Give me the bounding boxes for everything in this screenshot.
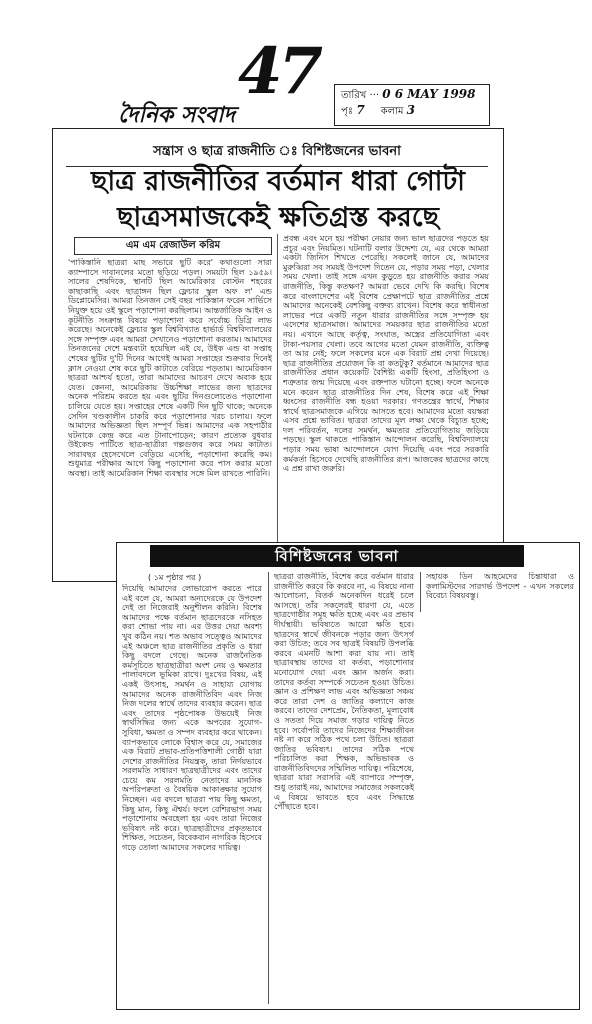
column-divider <box>277 234 278 576</box>
handwritten-archive-number: 47 <box>238 34 320 109</box>
page-label: পৃঃ <box>341 106 354 117</box>
continuation-page-note: ( ১ম পৃষ্ঠার পর ) <box>148 573 202 582</box>
continuation-column-2: ছাত্ররা রাজনীতি, বিশেষ করে বর্তমান ধারার রাজনীতি করবে কি করবে না, এ বিষয়ে নানা আলোচনা, বিতর্ক অনেকদিন ধরেই চলে আসছে। তাঁর সকলেরই ধারণা যে, এতে ছাত্রগোষ্ঠীর সমূহ ক্ষতি হচ্ছে এবং এর প্রভাব দীর্ঘস্থায়ী। ভবিষ্যতে আরো ক্ষতি হবে। ছাত্রদের স্বার্থে জীবনকে পড়ার জন্য উৎসর্গ করা উচিত; তবে সব ছাত্রই বিষয়টি উপলব্ধি করবে এমনটি আশা করা যায় না। তাই ছাত্রাবস্থায় তাদের যা কর্তব্য, পড়াশোনার মনোযোগ দেয়া এবং জ্ঞান অর্জন করা। তাদের কর্তব্য সম্পর্কে সচেতন হওয়া উচিত। জ্ঞান ও প্রশিক্ষণ লাভ এবং অভিজ্ঞতা সঞ্চয় করে তারা দেশ ও জাতির কল্যাণে কাজ করবে। তাদের দেশপ্রেম, নৈতিকতা, মূল্যবোধ ও সততা দিয়ে সমাজ গড়ার দায়িত্ব নিতে হবে। সর্বোপরি তাদের নিজেদের শিক্ষাজীবন নষ্ট না করে সঠিক পথে চলা উচিত। ছাত্ররা জাতির ভবিষ্যৎ। তাদের সঠিক পথে পরিচালিত করা শিক্ষক, অভিভাবক ও রাজনীতিবিদদের সম্মিলিত দায়িত্ব। পরিশেষে, ছাত্ররা যারা সরাসরি এই ব্যাপারে সম্পৃক্ত, শুধু তারাই নয়, আমাদের সমাজের সকলকেই এ বিষয়ে ভাবতে হবে এবং সিদ্ধান্তে পৌঁছাতে হবে। <box>274 572 414 812</box>
continuation-column-3: সহায়ক ডিন আহমেদের চিন্তাধারা ও কলামিস্টদের সারগর্ভ উপদেশ - এখন সকলের বিবেচ্য বিষয়বস্তু। <box>426 572 574 601</box>
headline-line-2: ছাত্রসমাজকেই ক্ষতিগ্রস্ত করছে <box>117 202 439 233</box>
column-value: 3 <box>406 103 416 117</box>
article-byline: এম এম রেজাউল করিম <box>74 237 272 255</box>
date-row: তারিখ ··· 0 6 MAY 1998 <box>341 87 476 101</box>
date-stamp <box>334 84 490 126</box>
article-headline <box>62 164 494 236</box>
newspaper-masthead: দৈনিক সংবাদ <box>118 103 236 128</box>
date-label: তারিখ <box>341 90 367 101</box>
page-value: 7 <box>356 103 365 117</box>
headline-line-1: ছাত্র রাজনীতির বর্তমান ধারা গোটা <box>90 166 466 197</box>
article-kicker: সন্ত্রাস ও ছাত্র রাজনীতি ঃ বিশিষ্টজনের ভাবনা <box>66 142 488 167</box>
article-column-1: 'পাকিস্তানি ছাত্ররা মাছ সভারে ছুটি করে' কথাগুলো সারা ক্যাম্পাসে দাবানলের মতো ছড়িয়ে পড়ল। সময়টা ছিল ১৯৫৯। সালের শেষদিকে, স্থানটি ছিল আমেরিকার বোস্টন শহরের কাছাকাছি এবং ছাত্রাঙ্গন ছিল ফ্লেচার স্কুল অফ ল' এন্ড ডিপ্লোমেসির। আমরা তিনজন সেই বছর পাকিস্তান ফরেন সার্ভিসে নিযুক্ত হয়ে ওই স্কুলে পড়াশোনা করছিলাম। আন্তর্জাতিক আইন ও কূটনীতি সংক্রান্ত বিষয়ে পড়াশোনা করে সর্বোচ্চ ডিগ্রি লাভ করেছে। অনেকেই ফ্লেচার স্কুল বিশ্ববিখ্যাত হার্ভার্ড বিশ্ববিদ্যালয়ের সঙ্গে সম্পৃক্ত এবং আমরা সেখানেও পড়াশোনা করতাম। আমাদের তিনজনের দেশে মন্তব্যটা হয়েছিল এই যে, উইক এন্ড বা সপ্তাহ শেষের ছুটির দু'টি দিনের আগেই আমরা সপ্তাহের শুক্রবার দিনেই ক্লাস নেওয়া শেষ করে ছুটি কাটাতে বেরিয়ে পড়তাম। আমেরিকান ছাত্ররা আশ্চর্য হতো, তারা আমাদের আচরণ দেখে অবাক হয়ে যেত। কেননা, আমেরিকায় উচ্চশিক্ষা লাভের জন্য ছাত্রদের অনেক পরিশ্রম করতে হয় এবং ছুটির দিনগুলোতেও পড়াশোনা চালিয়ে যেতে হয়। সপ্তাহের শেষে একটি দিন ছুটি থাকে; অনেকে সেদিন খণ্ডকালীন চাকরি করে পড়াশোনার খরচ চালায়। ফলে আমাদের অভিজ্ঞতা ছিল সম্পূর্ণ ভিন্ন। আমাদের এক সহপাঠীর ঘটনাকে কেন্দ্র করে এত টানাপোড়েন; কারণ প্রত্যেক বুধবার উইকেন্ড পার্টিতে ছাত্র-ছাত্রীরা গল্পগুজব করে সময় কাটাত। সারাবছর হেসেখেলে বেড়িয়ে এসেছি, পড়াশোনা করেছি কম। শুধুমাত্র পরীক্ষার আগে কিছু পড়াশোনা করে পাস করার মতো অবস্থা। তাই আমেরিকান শিক্ষা ব্যবস্থার সঙ্গে মিল রাখতে পারিনি। <box>68 258 272 479</box>
column-label: কলাম <box>380 106 404 117</box>
continuation-divider-2 <box>420 572 421 612</box>
continuation-column-1: দিয়েছি আমাদের লোভারোপ করতে পারে এই বলে যে, আমরা অন্যদেরকে যে উপদেশ দেই তা নিজেরাই অনুশীলন করিনি। বিশেষ আমাদের পক্ষে বর্তমান ছাত্রদেরকে নসিহত করা শোভা পায় না। এর উত্তর দেয়া অবশ্য খুব কঠিন নয়। শত অভাব সত্ত্বেও আমাদের এই অঞ্চলে ছাত্র রাজনীতির প্রকৃতি ও ধারা কিছু বদলে গেছে। অনেক রাজনৈতিক কর্মসূচিতে ছাত্রছাত্রীরা অংশ নেয় ও ক্ষমতার পালাবদলে ভূমিকা রাখে। দুঃখের বিষয়, এই একই উৎসাহ, সমর্থন ও সাহায্য যোগায় আমাদের অনেক রাজনীতিবিদ এবং নিজ নিজ দলের স্বার্থে তাদের ব্যবহার করেন। ছাত্র এবং তাদের পৃষ্ঠপোষক উভয়েই নিজ স্বার্থসিদ্ধির জন্য একে অপরের সুযোগ-সুবিধা, ক্ষমতা ও সম্পদ ব্যবহার করে থাকেন। ব্যাপকভাবে লোকে বিশ্বাস করে যে, সমাজের এক বিরাট প্রভাব-প্রতিপত্তিশালী গোষ্ঠী যারা দেশের রাজনীতির নিয়ন্ত্রক, তারা নির্দয়ভাবে সরলমতি সাধারণ ছাত্রছাত্রীদের এবং তাদের চেয়ে কম সরলমতি নেতাদের মানসিক অপরিপক্বতা ও বৈষয়িক আকাঙ্ক্ষার সুযোগ নিচ্ছেন। এর বদলে ছাত্ররা পায় কিছু ক্ষমতা, কিছু মান, কিছু ঐশ্বর্য। ফলে বেশিরভাগ সময় পড়াশোনায় অবহেলা হয় এবং তারা নিজের ভবিষ্যৎ নষ্ট করে। ছাত্রছাত্রীদের প্রকৃতভাবে শিক্ষিত, সচেতন, বিবেকবান নাগরিক হিসেবে গড়ে তোলা আমাদের সকলের দায়িত্ব। <box>122 584 262 853</box>
date-value: 0 6 MAY 1998 <box>382 87 476 101</box>
continuation-divider-1 <box>268 572 269 1004</box>
continuation-subhead: বিশিষ্টজনের ভাবনা <box>150 545 524 567</box>
page-column-row <box>341 103 483 119</box>
article-column-2: প্রবন্ধ এবং মনে হয় পরীক্ষা নেয়ার জন্য ভাল ছাত্রদের পড়তে হয় প্রচুর এবং নিয়মিত। ঘটনাটি বলার উদ্দেশ্য যে, এর থেকে আমরা একটা জিনিস শিখতে পেরেছি। সকলেই জানে যে, আমাদের মুরুব্বিরা সব সময়ই উপদেশ দিতেন যে, পড়ার সময় পড়া, খেলার সময় খেলা। তাই সঙ্গে এখন কুড়ুতে হয় রাজনীতি করার সময় রাজনীতি, কিন্তু কতক্ষণ? আমরা ভেবে দেখি কি করছি। বিশেষ করে বাংলাদেশের এই বিশেষ প্রেক্ষাপটে ছাত্র রাজনীতির প্রশ্নে আমাদের অনেকেই বেশকিছু বক্তব্য রাখেন। বিশেষ করে স্বাধীনতা লাভের পরে একটি নতুন ধারার রাজনীতির সঙ্গে সম্পৃক্ত হয় এদেশের ছাত্রসমাজ। আমাদের সময়কার ছাত্র রাজনীতির মতো নয়। এখানে আছে কর্তৃত্ব, সংঘাত, অস্ত্রের প্রতিযোগিতা এবং টাকা-পয়সার খেলা। তবে আগের মতো যেমন রাজনীতি, ব্যক্তিত্ব তা আর নেই; ফলে সকলের মনে এক বিরাট প্রশ্ন দেখা দিয়েছে। ছাত্র রাজনীতির প্রয়োজন কি বা কতটুকু? বর্তমানে আমাদের ছাত্র রাজনীতির প্রধান কয়েকটি বৈশিষ্ট্য একটি হিংসা, প্রতিহিংসা ও শত্রুতার জন্ম দিয়েছে এবং রক্তপাত ঘটানো হচ্ছে। ফলে অনেকে মনে করেন ছাত্র রাজনীতির দিন শেষ, বিশেষ করে এই শিক্ষা ধ্বংসের রাজনীতি বন্ধ হওয়া দরকার। গণতন্ত্রের স্বার্থে, শিক্ষার স্বার্থে ছাত্রসমাজকে এগিয়ে আসতে হবে। আমাদের মতো বয়স্করা এসব প্রশ্নে ভাবিত। ছাত্ররা তাদের মূল লক্ষ্য থেকে বিচ্যুত হচ্ছে; দল পরিবর্তন, দলের সমর্থন, ক্ষমতার প্রতিযোগিতায় জড়িয়ে পড়ছে। স্কুল থাকতে পাকিস্তান আন্দোলন করেছি, বিশ্ববিদ্যালয়ে পড়ার সময় ভাষা আন্দোলনে যোগ দিয়েছি এবং পরে সরকারি কর্মকর্তা হিসেবে দেখেছি রাজনীতির রূপ। আজকের ছাত্রদের কাছে এ প্রশ্ন রাখা জরুরি। <box>283 234 489 474</box>
